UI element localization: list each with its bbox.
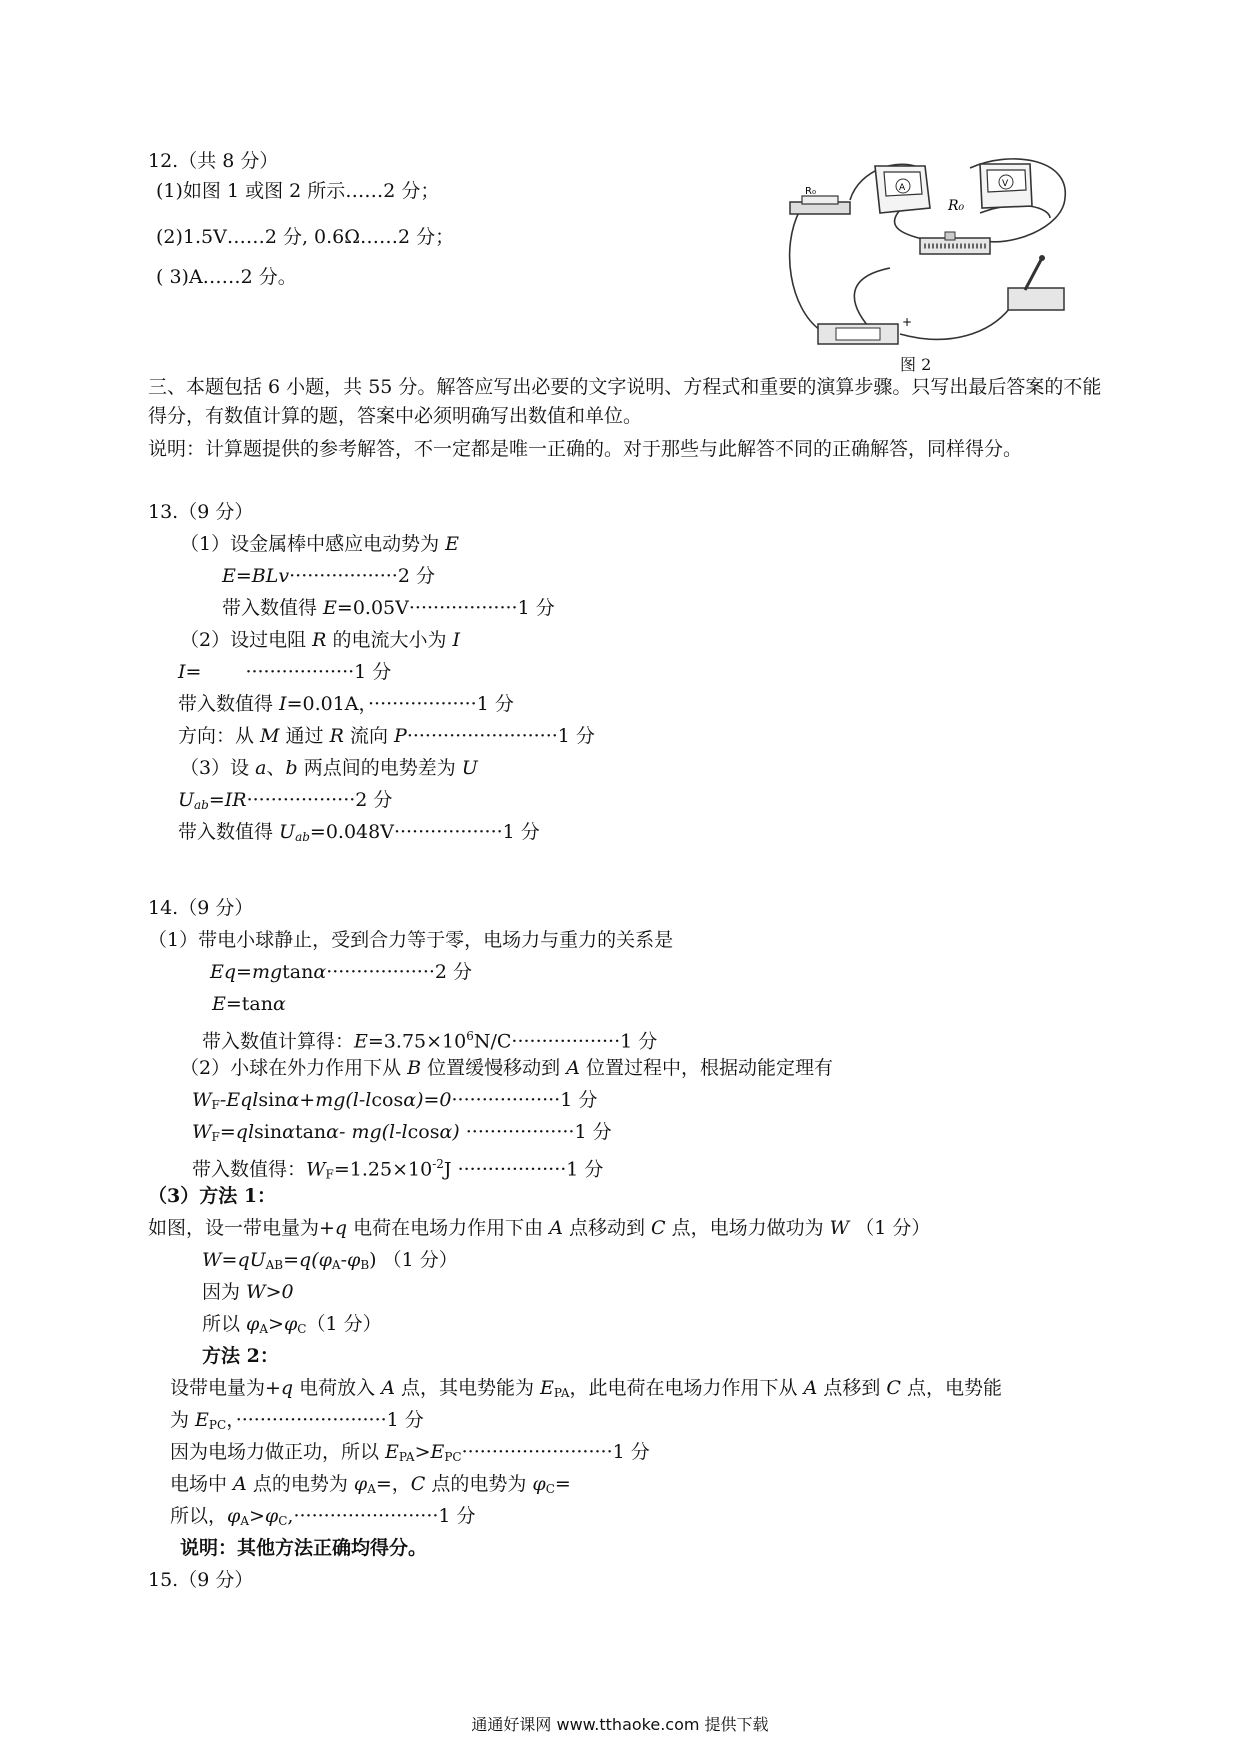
q12-answer-1: (1)如图 1 或图 2 所示……2 分； xyxy=(156,180,440,202)
q14-value-1: 带入数值计算得：$E=3.75\times 10^6N/C\cdot\cdot\cdot\cdot\cdot\cdot\cdot\cdot\cdot\cdot\cdot\cdot\cdot\cdot\cdot\cdot\cdot\cdot 1$ 分 xyxy=(202,1029,658,1053)
page-footer: 通通好课网 www.tthaoke.com 提供下载 xyxy=(471,1715,769,1734)
q13-value-2: 带入数值得 I=0.01A，··················1 分 xyxy=(178,693,514,715)
ammeter-label: A xyxy=(899,183,906,193)
rheostat-icon xyxy=(920,232,990,254)
resistor-r0-left xyxy=(790,196,850,214)
q14-method-1-line-4: 所以 $\varphi_A>\varphi_C(1$ 分） xyxy=(202,1313,382,1336)
q13-direction: 方向：从 M 通过 R 流向 P·························1 分 xyxy=(178,725,595,747)
section3-instructions: 三、本题包括 6 小题，共 55 分。解答应写出必要的文字说明、方程式和重要的演算步骤。只写出最后答案的不能得分，有数值计算的题，答案中必须明确写出数值和单位。 xyxy=(148,376,1102,427)
q14-method-1-line-1: 如图，设一带电量为+q 电荷在电场力作用下由 A 点移动到 C 点，电场力做功为 W （1 分） xyxy=(148,1217,931,1239)
q14-method-2-line-1: 设带电量为+q 电荷放入 A 点，其电势能为 $E_{PA}$，此电荷在电场力作用下从 A 点移到 C 点，电势能 xyxy=(170,1377,1002,1400)
q14-method-1-heading: （3）方法 1： xyxy=(148,1185,277,1207)
q14-formula-2: E=tanα xyxy=(212,993,286,1015)
r0-right-label: R₀ xyxy=(948,198,965,214)
q13-step-1: （1）设金属棒中感应电动势为 E xyxy=(180,533,460,555)
q12-answer-2: (2)1.5V……2 分, 0.6Ω……2 分； xyxy=(156,226,455,248)
q15-heading: 15.（9 分） xyxy=(148,1569,254,1591)
q13-step-3: （3）设 a、b 两点间的电势差为 U xyxy=(180,757,478,779)
switch-icon xyxy=(1008,255,1064,310)
q14-step-1: （1）带电小球静止，受到合力等于零，电场力与重力的关系是 xyxy=(148,929,674,951)
wire xyxy=(900,308,1010,339)
circuit-diagram-figure xyxy=(780,158,1070,358)
q14-note: 说明：其他方法正确均得分。 xyxy=(180,1537,428,1559)
q14-method-2-line-4: 电场中 A 点的电势为 $\varphi_A=$，C 点的电势为 $\varphi_C=$ xyxy=(170,1473,571,1496)
q14-work-eq-2: $W_F=qlsin\alpha\tan\alpha-$ mg(l-lcosα) ··················1 分 xyxy=(192,1121,612,1144)
q12-answer-3: ( 3)A……2 分。 xyxy=(156,266,297,288)
r0-left-label: R₀ xyxy=(805,186,816,197)
q14-formula-1: Eq=mgtanα··················2 分 xyxy=(210,961,473,983)
wire xyxy=(790,210,820,330)
q13-formula-2: I= ··················1 分 xyxy=(178,661,392,683)
q13-heading: 13.（9 分） xyxy=(148,501,254,523)
q14-work-value: 带入数值得：$W_F=1.25\times 10^{-2}J \cdot\cdot\cdot\cdot\cdot\cdot\cdot\cdot\cdot\cdot\cdot\cdot\cdot\cdot\cdot\cdot\cdot\cdot 1$ 分 xyxy=(192,1157,604,1182)
battery-icon xyxy=(818,324,898,344)
q13-value-1: 带入数值得 E=0.05V··················1 分 xyxy=(222,597,555,619)
q14-work-eq-1: $W_F-Eqlsin\alpha+mg(l-lcos\alpha)=0\cdot\cdot\cdot\cdot\cdot\cdot\cdot\cdot\cdot\cdot\cdot\cdot\cdot\cdot\cdot\cdot\cdot\cdot 1$ 分 xyxy=(192,1089,598,1112)
q14-method-1-line-3: 因为 W>0 xyxy=(202,1281,294,1303)
q13-formula-1: E=BLv··················2 分 xyxy=(222,565,435,587)
q14-method-2-line-3: 因为电场力做正功，所以 $E_{PA}>E_{PC}\cdot\cdot\cdot\cdot\cdot\cdot\cdot\cdot\cdot\cdot\cdot\cdot\cdot\cdot\cdot\cdot\cdot\cdot\cdot\cdot\cdot\cdot\cdot\cdot\cdot 1$ 分 xyxy=(170,1441,650,1464)
q14-method-2-line-5: 所以，$\varphi_A>\varphi_C,\cdot\cdot\cdot\cdot\cdot\cdot\cdot\cdot\cdot\cdot\cdot\cdot\cdot\cdot\cdot\cdot\cdot\cdot\cdot\cdot\cdot\cdot\cdot\cdot 1$ 分 xyxy=(170,1505,476,1528)
q13-value-3: 带入数值得 $U_{ab}=0.048V\cdot\cdot\cdot\cdot\cdot\cdot\cdot\cdot\cdot\cdot\cdot\cdot\cdot\cdot\cdot\cdot\cdot\cdot 1$ 分 xyxy=(178,821,540,844)
q13-step-2: （2）设过电阻 R 的电流大小为 I xyxy=(180,629,461,651)
q14-method-1-line-2: $W=qU_{AB}=q(\varphi_A-\varphi_B)$ （1 分） xyxy=(202,1249,458,1272)
q14-step-2: （2）小球在外力作用下从 B 位置缓慢移动到 A 位置过程中，根据动能定理有 xyxy=(180,1057,833,1079)
q13-formula-3: $U_{ab}=IR\cdot\cdot\cdot\cdot\cdot\cdot\cdot\cdot\cdot\cdot\cdot\cdot\cdot\cdot\cdot\cdot\cdot\cdot 2$ 分 xyxy=(178,789,393,812)
voltmeter-label: V xyxy=(1002,179,1009,189)
q14-method-2-heading: 方法 2： xyxy=(202,1345,279,1367)
q14-heading: 14.（9 分） xyxy=(148,897,254,919)
section3-note: 说明：计算题提供的参考解答，不一定都是唯一正确的。对于那些与此解答不同的正确解答，同样得分。 xyxy=(148,438,1023,460)
q12-heading: 12.（共 8 分） xyxy=(148,150,279,172)
figure-caption: 图 2 xyxy=(900,355,932,374)
battery-plus-label: + xyxy=(902,315,913,329)
q14-method-2-line-2: 为 $E_{PC}$，·························1 分 xyxy=(170,1409,424,1432)
